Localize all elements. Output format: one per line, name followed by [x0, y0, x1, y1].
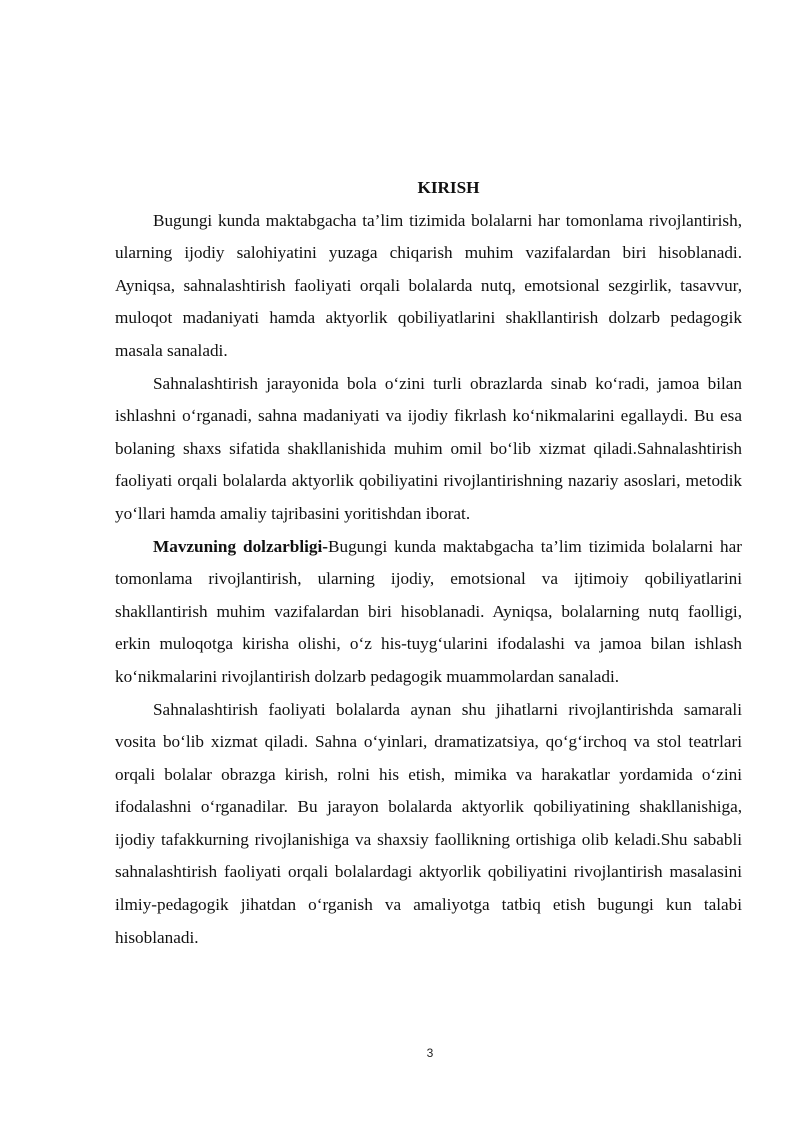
paragraph — [115, 205, 742, 368]
page-number: 3 — [426, 1046, 434, 1060]
section-heading: KIRISH — [417, 178, 480, 197]
paragraph-text: Bugungi kunda maktabgacha ta’lim tizimida bolalarni har tomonlama rivojlantirish, ularning ijodiy salohiyatini yuzaga chiqarish muhim vazifalardan biri hisoblanadi. Ayniqsa, sahnalashtirish faoliyati orqali bolalarda nutq, emotsional sezgirlik, tasavvur, muloqot madaniyati hamda aktyorlik qobiliyatlarini shakllantirish dolzarb pedagogik masala sanaladi. — [115, 210, 742, 360]
paragraph — [115, 694, 742, 955]
paragraph-text: Bugungi kunda maktabgacha ta’lim tizimida bolalarni har tomonlama rivojlantirish, ularning ijodiy, emotsional va ijtimoiy qobiliyatlarini shakllantirish muhim vazifalardan biri hisoblanadi. Ayniqsa, bolalarning nutq faolligi, erkin muloqotga kirisha olishi, o‘z his-tuyg‘ularini ifodalashi va jamoa bilan ishlash ko‘nikmalarini rivojlantirish dolzarb pedagogik muammolardan sanaladi. — [115, 536, 742, 686]
page-body — [115, 172, 742, 954]
paragraph-lead: Mavzuning dolzarbligi- — [153, 536, 329, 556]
paragraph-text: Sahnalashtirish jarayonida bola o‘zini turli obrazlarda sinab ko‘radi, jamoa bilan ishlashni o‘rganadi, sahna madaniyati va ijodiy fikrlash ko‘nikmalarini egallaydi. Bu esa bolaning shaxs sifatida shakllanishida muhim omil bo‘lib xizmat qiladi.Sahnalashtirish faoliyati orqali bolalarda aktyorlik qobiliyatini rivojlantirishning nazariy asoslari, metodik yo‘llari hamda amaliy tajribasini yoritishdan iborat. — [115, 373, 742, 523]
paragraph — [115, 531, 742, 694]
paragraph-text: Sahnalashtirish faoliyati bolalarda aynan shu jihatlarni rivojlantirishda samarali vosita bo‘lib xizmat qiladi. Sahna o‘yinlari, dramatizatsiya, qo‘g‘irchoq va stol teatrlari orqali bolalar obrazga kirish, rolni his etish, mimika va harakatlar yordamida o‘zini ifodalashni o‘rganadilar. Bu jarayon bolalarda aktyorlik qobiliyatining shakllanishiga, ijodiy tafakkurning rivojlanishiga va shaxsiy faollikning ortishiga olib keladi.Shu sababli sahnalashtirish faoliyati orqali bolalardagi aktyorlik qobiliyatini rivojlantirish masalasini ilmiy-pedagogik jihatdan o‘rganish va amaliyotga tatbiq etish bugungi kun talabi hisoblanadi. — [115, 699, 742, 947]
paragraph — [115, 368, 742, 531]
